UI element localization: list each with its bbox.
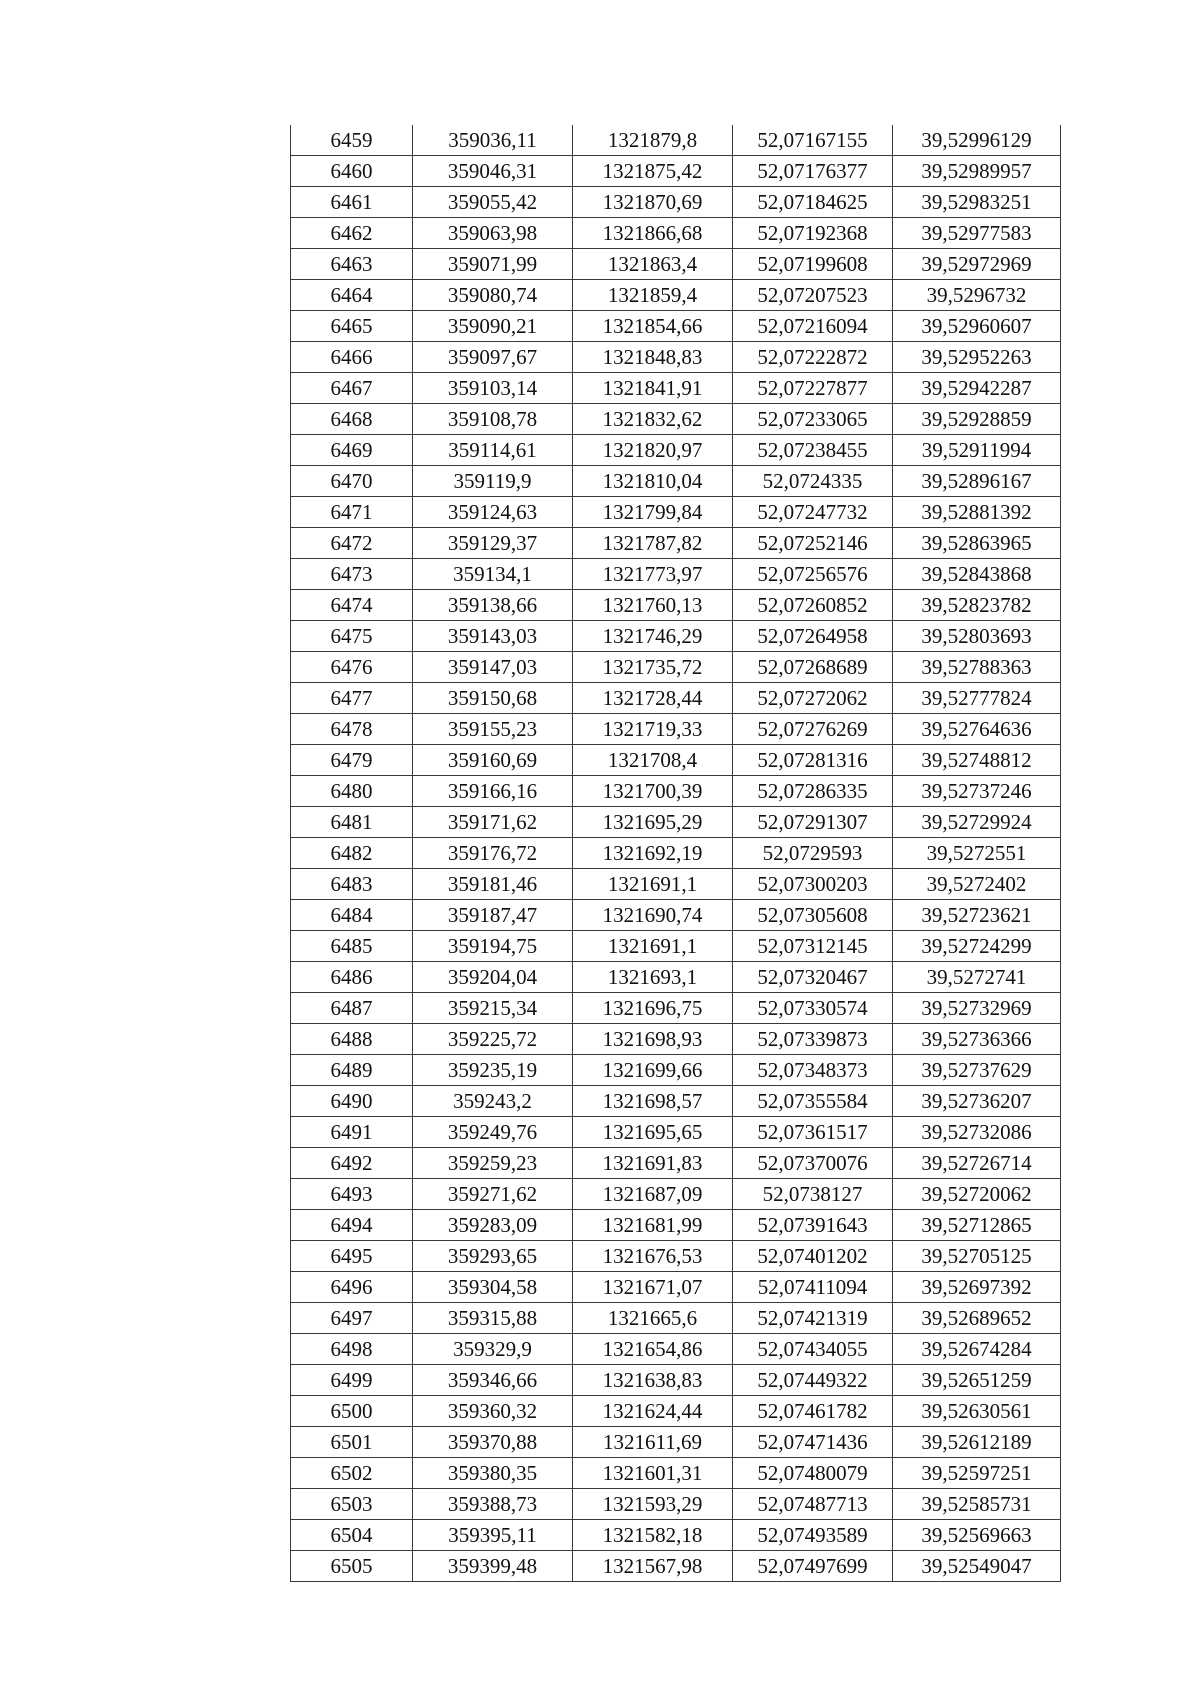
table-row — [291, 1210, 1061, 1241]
longitude-cell: 39,52863965 — [893, 528, 1061, 559]
latitude-cell: 52,07339873 — [733, 1024, 893, 1055]
latitude-cell: 52,07330574 — [733, 993, 893, 1024]
point-number-cell: 6490 — [291, 1086, 413, 1117]
table-row — [291, 962, 1061, 993]
table-row — [291, 528, 1061, 559]
longitude-cell: 39,52843868 — [893, 559, 1061, 590]
table-row — [291, 838, 1061, 869]
table-row — [291, 1241, 1061, 1272]
longitude-cell: 39,52726714 — [893, 1148, 1061, 1179]
table-row — [291, 931, 1061, 962]
point-number-cell: 6505 — [291, 1551, 413, 1582]
coord-y-cell: 1321693,1 — [573, 962, 733, 993]
table-row — [291, 1489, 1061, 1520]
coord-x-cell: 359143,03 — [413, 621, 573, 652]
coord-y-cell: 1321692,19 — [573, 838, 733, 869]
coord-y-cell: 1321624,44 — [573, 1396, 733, 1427]
point-number-cell: 6459 — [291, 125, 413, 156]
longitude-cell: 39,52737629 — [893, 1055, 1061, 1086]
longitude-cell: 39,52989957 — [893, 156, 1061, 187]
longitude-cell: 39,52732969 — [893, 993, 1061, 1024]
longitude-cell: 39,52597251 — [893, 1458, 1061, 1489]
latitude-cell: 52,07471436 — [733, 1427, 893, 1458]
longitude-cell: 39,52928859 — [893, 404, 1061, 435]
point-number-cell: 6479 — [291, 745, 413, 776]
coord-x-cell: 359097,67 — [413, 342, 573, 373]
latitude-cell: 52,07272062 — [733, 683, 893, 714]
coord-y-cell: 1321654,86 — [573, 1334, 733, 1365]
point-number-cell: 6481 — [291, 807, 413, 838]
table-row — [291, 652, 1061, 683]
point-number-cell: 6478 — [291, 714, 413, 745]
table-row — [291, 497, 1061, 528]
longitude-cell: 39,52960607 — [893, 311, 1061, 342]
coord-x-cell: 359187,47 — [413, 900, 573, 931]
point-number-cell: 6503 — [291, 1489, 413, 1520]
table-row — [291, 435, 1061, 466]
table-row — [291, 745, 1061, 776]
coord-x-cell: 359150,68 — [413, 683, 573, 714]
coord-y-cell: 1321691,1 — [573, 931, 733, 962]
coord-x-cell: 359283,09 — [413, 1210, 573, 1241]
coord-x-cell: 359080,74 — [413, 280, 573, 311]
longitude-cell: 39,52996129 — [893, 125, 1061, 156]
coord-y-cell: 1321859,4 — [573, 280, 733, 311]
latitude-cell: 52,07264958 — [733, 621, 893, 652]
point-number-cell: 6486 — [291, 962, 413, 993]
latitude-cell: 52,07252146 — [733, 528, 893, 559]
coordinates-table-body — [291, 125, 1061, 1582]
latitude-cell: 52,07305608 — [733, 900, 893, 931]
table-row — [291, 869, 1061, 900]
coord-y-cell: 1321691,83 — [573, 1148, 733, 1179]
table-row — [291, 1148, 1061, 1179]
table-row — [291, 807, 1061, 838]
coord-y-cell: 1321611,69 — [573, 1427, 733, 1458]
coord-x-cell: 359147,03 — [413, 652, 573, 683]
table-row — [291, 683, 1061, 714]
table-row — [291, 1303, 1061, 1334]
latitude-cell: 52,07361517 — [733, 1117, 893, 1148]
coord-x-cell: 359114,61 — [413, 435, 573, 466]
coord-y-cell: 1321700,39 — [573, 776, 733, 807]
coord-y-cell: 1321787,82 — [573, 528, 733, 559]
longitude-cell: 39,52911994 — [893, 435, 1061, 466]
coord-y-cell: 1321708,4 — [573, 745, 733, 776]
coord-y-cell: 1321841,91 — [573, 373, 733, 404]
table-row — [291, 187, 1061, 218]
coord-y-cell: 1321773,97 — [573, 559, 733, 590]
coord-x-cell: 359259,23 — [413, 1148, 573, 1179]
coord-x-cell: 359225,72 — [413, 1024, 573, 1055]
point-number-cell: 6484 — [291, 900, 413, 931]
table-row — [291, 559, 1061, 590]
coord-x-cell: 359204,04 — [413, 962, 573, 993]
latitude-cell: 52,07286335 — [733, 776, 893, 807]
latitude-cell: 52,07391643 — [733, 1210, 893, 1241]
coord-y-cell: 1321601,31 — [573, 1458, 733, 1489]
longitude-cell: 39,52896167 — [893, 466, 1061, 497]
coord-x-cell: 359119,9 — [413, 466, 573, 497]
point-number-cell: 6470 — [291, 466, 413, 497]
table-row — [291, 311, 1061, 342]
latitude-cell: 52,07207523 — [733, 280, 893, 311]
longitude-cell: 39,52732086 — [893, 1117, 1061, 1148]
longitude-cell: 39,52651259 — [893, 1365, 1061, 1396]
coord-x-cell: 359171,62 — [413, 807, 573, 838]
longitude-cell: 39,52585731 — [893, 1489, 1061, 1520]
longitude-cell: 39,52689652 — [893, 1303, 1061, 1334]
latitude-cell: 52,07268689 — [733, 652, 893, 683]
coord-y-cell: 1321593,29 — [573, 1489, 733, 1520]
table-row — [291, 466, 1061, 497]
latitude-cell: 52,07487713 — [733, 1489, 893, 1520]
table-row — [291, 218, 1061, 249]
point-number-cell: 6487 — [291, 993, 413, 1024]
coord-y-cell: 1321582,18 — [573, 1520, 733, 1551]
latitude-cell: 52,0724335 — [733, 466, 893, 497]
coord-y-cell: 1321832,62 — [573, 404, 733, 435]
longitude-cell: 39,52569663 — [893, 1520, 1061, 1551]
coord-y-cell: 1321719,33 — [573, 714, 733, 745]
longitude-cell: 39,52549047 — [893, 1551, 1061, 1582]
longitude-cell: 39,52724299 — [893, 931, 1061, 962]
table-row — [291, 1024, 1061, 1055]
coord-y-cell: 1321879,8 — [573, 125, 733, 156]
point-number-cell: 6489 — [291, 1055, 413, 1086]
coord-y-cell: 1321760,13 — [573, 590, 733, 621]
coord-x-cell: 359129,37 — [413, 528, 573, 559]
coord-y-cell: 1321696,75 — [573, 993, 733, 1024]
latitude-cell: 52,07401202 — [733, 1241, 893, 1272]
point-number-cell: 6493 — [291, 1179, 413, 1210]
point-number-cell: 6476 — [291, 652, 413, 683]
coord-x-cell: 359370,88 — [413, 1427, 573, 1458]
longitude-cell: 39,52764636 — [893, 714, 1061, 745]
point-number-cell: 6475 — [291, 621, 413, 652]
coord-x-cell: 359380,35 — [413, 1458, 573, 1489]
coord-y-cell: 1321638,83 — [573, 1365, 733, 1396]
latitude-cell: 52,07222872 — [733, 342, 893, 373]
latitude-cell: 52,0729593 — [733, 838, 893, 869]
coord-y-cell: 1321799,84 — [573, 497, 733, 528]
latitude-cell: 52,07167155 — [733, 125, 893, 156]
coord-x-cell: 359235,19 — [413, 1055, 573, 1086]
table-row — [291, 1551, 1061, 1582]
coord-x-cell: 359194,75 — [413, 931, 573, 962]
longitude-cell: 39,5272402 — [893, 869, 1061, 900]
table-row — [291, 1086, 1061, 1117]
table-row — [291, 156, 1061, 187]
coord-x-cell: 359160,69 — [413, 745, 573, 776]
coord-y-cell: 1321735,72 — [573, 652, 733, 683]
coord-y-cell: 1321863,4 — [573, 249, 733, 280]
point-number-cell: 6472 — [291, 528, 413, 559]
coord-x-cell: 359243,2 — [413, 1086, 573, 1117]
coord-x-cell: 359176,72 — [413, 838, 573, 869]
point-number-cell: 6496 — [291, 1272, 413, 1303]
table-row — [291, 1396, 1061, 1427]
longitude-cell: 39,52823782 — [893, 590, 1061, 621]
longitude-cell: 39,52712865 — [893, 1210, 1061, 1241]
longitude-cell: 39,52729924 — [893, 807, 1061, 838]
coord-x-cell: 359215,34 — [413, 993, 573, 1024]
coord-x-cell: 359399,48 — [413, 1551, 573, 1582]
point-number-cell: 6464 — [291, 280, 413, 311]
table-row — [291, 714, 1061, 745]
longitude-cell: 39,52630561 — [893, 1396, 1061, 1427]
point-number-cell: 6473 — [291, 559, 413, 590]
table-row — [291, 280, 1061, 311]
point-number-cell: 6469 — [291, 435, 413, 466]
latitude-cell: 52,07291307 — [733, 807, 893, 838]
latitude-cell: 52,07300203 — [733, 869, 893, 900]
latitude-cell: 52,07281316 — [733, 745, 893, 776]
latitude-cell: 52,07370076 — [733, 1148, 893, 1179]
coord-x-cell: 359395,11 — [413, 1520, 573, 1551]
table-row — [291, 590, 1061, 621]
table-row — [291, 776, 1061, 807]
table-row — [291, 993, 1061, 1024]
longitude-cell: 39,52736207 — [893, 1086, 1061, 1117]
longitude-cell: 39,52972969 — [893, 249, 1061, 280]
coord-x-cell: 359134,1 — [413, 559, 573, 590]
coord-x-cell: 359181,46 — [413, 869, 573, 900]
longitude-cell: 39,52942287 — [893, 373, 1061, 404]
longitude-cell: 39,52737246 — [893, 776, 1061, 807]
coord-x-cell: 359360,32 — [413, 1396, 573, 1427]
latitude-cell: 52,07247732 — [733, 497, 893, 528]
latitude-cell: 52,0738127 — [733, 1179, 893, 1210]
point-number-cell: 6460 — [291, 156, 413, 187]
latitude-cell: 52,07480079 — [733, 1458, 893, 1489]
latitude-cell: 52,07233065 — [733, 404, 893, 435]
coord-x-cell: 359293,65 — [413, 1241, 573, 1272]
table-row — [291, 249, 1061, 280]
point-number-cell: 6465 — [291, 311, 413, 342]
point-number-cell: 6480 — [291, 776, 413, 807]
table-row — [291, 1334, 1061, 1365]
point-number-cell: 6461 — [291, 187, 413, 218]
longitude-cell: 39,52748812 — [893, 745, 1061, 776]
point-number-cell: 6501 — [291, 1427, 413, 1458]
longitude-cell: 39,52705125 — [893, 1241, 1061, 1272]
coord-y-cell: 1321690,74 — [573, 900, 733, 931]
coord-y-cell: 1321820,97 — [573, 435, 733, 466]
coord-y-cell: 1321746,29 — [573, 621, 733, 652]
coord-y-cell: 1321854,66 — [573, 311, 733, 342]
coord-x-cell: 359388,73 — [413, 1489, 573, 1520]
latitude-cell: 52,07434055 — [733, 1334, 893, 1365]
longitude-cell: 39,52720062 — [893, 1179, 1061, 1210]
point-number-cell: 6488 — [291, 1024, 413, 1055]
coord-y-cell: 1321695,29 — [573, 807, 733, 838]
point-number-cell: 6485 — [291, 931, 413, 962]
latitude-cell: 52,07227877 — [733, 373, 893, 404]
coord-y-cell: 1321848,83 — [573, 342, 733, 373]
point-number-cell: 6492 — [291, 1148, 413, 1179]
table-row — [291, 1427, 1061, 1458]
point-number-cell: 6500 — [291, 1396, 413, 1427]
coord-x-cell: 359108,78 — [413, 404, 573, 435]
coord-x-cell: 359063,98 — [413, 218, 573, 249]
table-row — [291, 1117, 1061, 1148]
longitude-cell: 39,52736366 — [893, 1024, 1061, 1055]
coord-x-cell: 359046,31 — [413, 156, 573, 187]
coord-y-cell: 1321870,69 — [573, 187, 733, 218]
point-number-cell: 6498 — [291, 1334, 413, 1365]
latitude-cell: 52,07216094 — [733, 311, 893, 342]
point-number-cell: 6497 — [291, 1303, 413, 1334]
point-number-cell: 6502 — [291, 1458, 413, 1489]
point-number-cell: 6471 — [291, 497, 413, 528]
point-number-cell: 6499 — [291, 1365, 413, 1396]
point-number-cell: 6504 — [291, 1520, 413, 1551]
latitude-cell: 52,07256576 — [733, 559, 893, 590]
longitude-cell: 39,52723621 — [893, 900, 1061, 931]
table-row — [291, 404, 1061, 435]
coord-x-cell: 359249,76 — [413, 1117, 573, 1148]
table-row — [291, 373, 1061, 404]
longitude-cell: 39,52788363 — [893, 652, 1061, 683]
coord-y-cell: 1321698,93 — [573, 1024, 733, 1055]
table-row — [291, 621, 1061, 652]
table-row — [291, 1272, 1061, 1303]
latitude-cell: 52,07411094 — [733, 1272, 893, 1303]
coord-x-cell: 359055,42 — [413, 187, 573, 218]
point-number-cell: 6482 — [291, 838, 413, 869]
coord-x-cell: 359036,11 — [413, 125, 573, 156]
point-number-cell: 6477 — [291, 683, 413, 714]
latitude-cell: 52,07497699 — [733, 1551, 893, 1582]
point-number-cell: 6466 — [291, 342, 413, 373]
latitude-cell: 52,07238455 — [733, 435, 893, 466]
longitude-cell: 39,52977583 — [893, 218, 1061, 249]
longitude-cell: 39,5272551 — [893, 838, 1061, 869]
longitude-cell: 39,52983251 — [893, 187, 1061, 218]
table-row — [291, 1365, 1061, 1396]
coord-x-cell: 359315,88 — [413, 1303, 573, 1334]
coord-y-cell: 1321665,6 — [573, 1303, 733, 1334]
coord-x-cell: 359071,99 — [413, 249, 573, 280]
coordinates-table — [290, 125, 1061, 1582]
coord-y-cell: 1321699,66 — [573, 1055, 733, 1086]
longitude-cell: 39,5272741 — [893, 962, 1061, 993]
longitude-cell: 39,52612189 — [893, 1427, 1061, 1458]
coord-y-cell: 1321728,44 — [573, 683, 733, 714]
latitude-cell: 52,07449322 — [733, 1365, 893, 1396]
longitude-cell: 39,52777824 — [893, 683, 1061, 714]
coord-x-cell: 359138,66 — [413, 590, 573, 621]
latitude-cell: 52,07260852 — [733, 590, 893, 621]
latitude-cell: 52,07421319 — [733, 1303, 893, 1334]
point-number-cell: 6463 — [291, 249, 413, 280]
longitude-cell: 39,52803693 — [893, 621, 1061, 652]
latitude-cell: 52,07312145 — [733, 931, 893, 962]
point-number-cell: 6483 — [291, 869, 413, 900]
longitude-cell: 39,52881392 — [893, 497, 1061, 528]
coord-x-cell: 359304,58 — [413, 1272, 573, 1303]
table-row — [291, 125, 1061, 156]
longitude-cell: 39,52674284 — [893, 1334, 1061, 1365]
longitude-cell: 39,52697392 — [893, 1272, 1061, 1303]
coord-x-cell: 359155,23 — [413, 714, 573, 745]
coord-x-cell: 359271,62 — [413, 1179, 573, 1210]
coord-x-cell: 359346,66 — [413, 1365, 573, 1396]
coord-y-cell: 1321691,1 — [573, 869, 733, 900]
coord-x-cell: 359329,9 — [413, 1334, 573, 1365]
table-row — [291, 1179, 1061, 1210]
coord-y-cell: 1321698,57 — [573, 1086, 733, 1117]
latitude-cell: 52,07320467 — [733, 962, 893, 993]
coord-x-cell: 359103,14 — [413, 373, 573, 404]
point-number-cell: 6468 — [291, 404, 413, 435]
latitude-cell: 52,07355584 — [733, 1086, 893, 1117]
latitude-cell: 52,07461782 — [733, 1396, 893, 1427]
point-number-cell: 6474 — [291, 590, 413, 621]
latitude-cell: 52,07199608 — [733, 249, 893, 280]
coord-x-cell: 359090,21 — [413, 311, 573, 342]
coord-y-cell: 1321695,65 — [573, 1117, 733, 1148]
coord-x-cell: 359166,16 — [413, 776, 573, 807]
coord-y-cell: 1321810,04 — [573, 466, 733, 497]
longitude-cell: 39,5296732 — [893, 280, 1061, 311]
coord-y-cell: 1321676,53 — [573, 1241, 733, 1272]
coord-y-cell: 1321875,42 — [573, 156, 733, 187]
coord-x-cell: 359124,63 — [413, 497, 573, 528]
latitude-cell: 52,07176377 — [733, 156, 893, 187]
coord-y-cell: 1321567,98 — [573, 1551, 733, 1582]
latitude-cell: 52,07348373 — [733, 1055, 893, 1086]
point-number-cell: 6462 — [291, 218, 413, 249]
coord-y-cell: 1321671,07 — [573, 1272, 733, 1303]
table-row — [291, 1055, 1061, 1086]
coord-y-cell: 1321866,68 — [573, 218, 733, 249]
table-row — [291, 342, 1061, 373]
point-number-cell: 6494 — [291, 1210, 413, 1241]
point-number-cell: 6467 — [291, 373, 413, 404]
point-number-cell: 6491 — [291, 1117, 413, 1148]
latitude-cell: 52,07184625 — [733, 187, 893, 218]
table-row — [291, 1458, 1061, 1489]
latitude-cell: 52,07276269 — [733, 714, 893, 745]
point-number-cell: 6495 — [291, 1241, 413, 1272]
table-row — [291, 900, 1061, 931]
coord-y-cell: 1321687,09 — [573, 1179, 733, 1210]
latitude-cell: 52,07192368 — [733, 218, 893, 249]
latitude-cell: 52,07493589 — [733, 1520, 893, 1551]
longitude-cell: 39,52952263 — [893, 342, 1061, 373]
coord-y-cell: 1321681,99 — [573, 1210, 733, 1241]
table-row — [291, 1520, 1061, 1551]
